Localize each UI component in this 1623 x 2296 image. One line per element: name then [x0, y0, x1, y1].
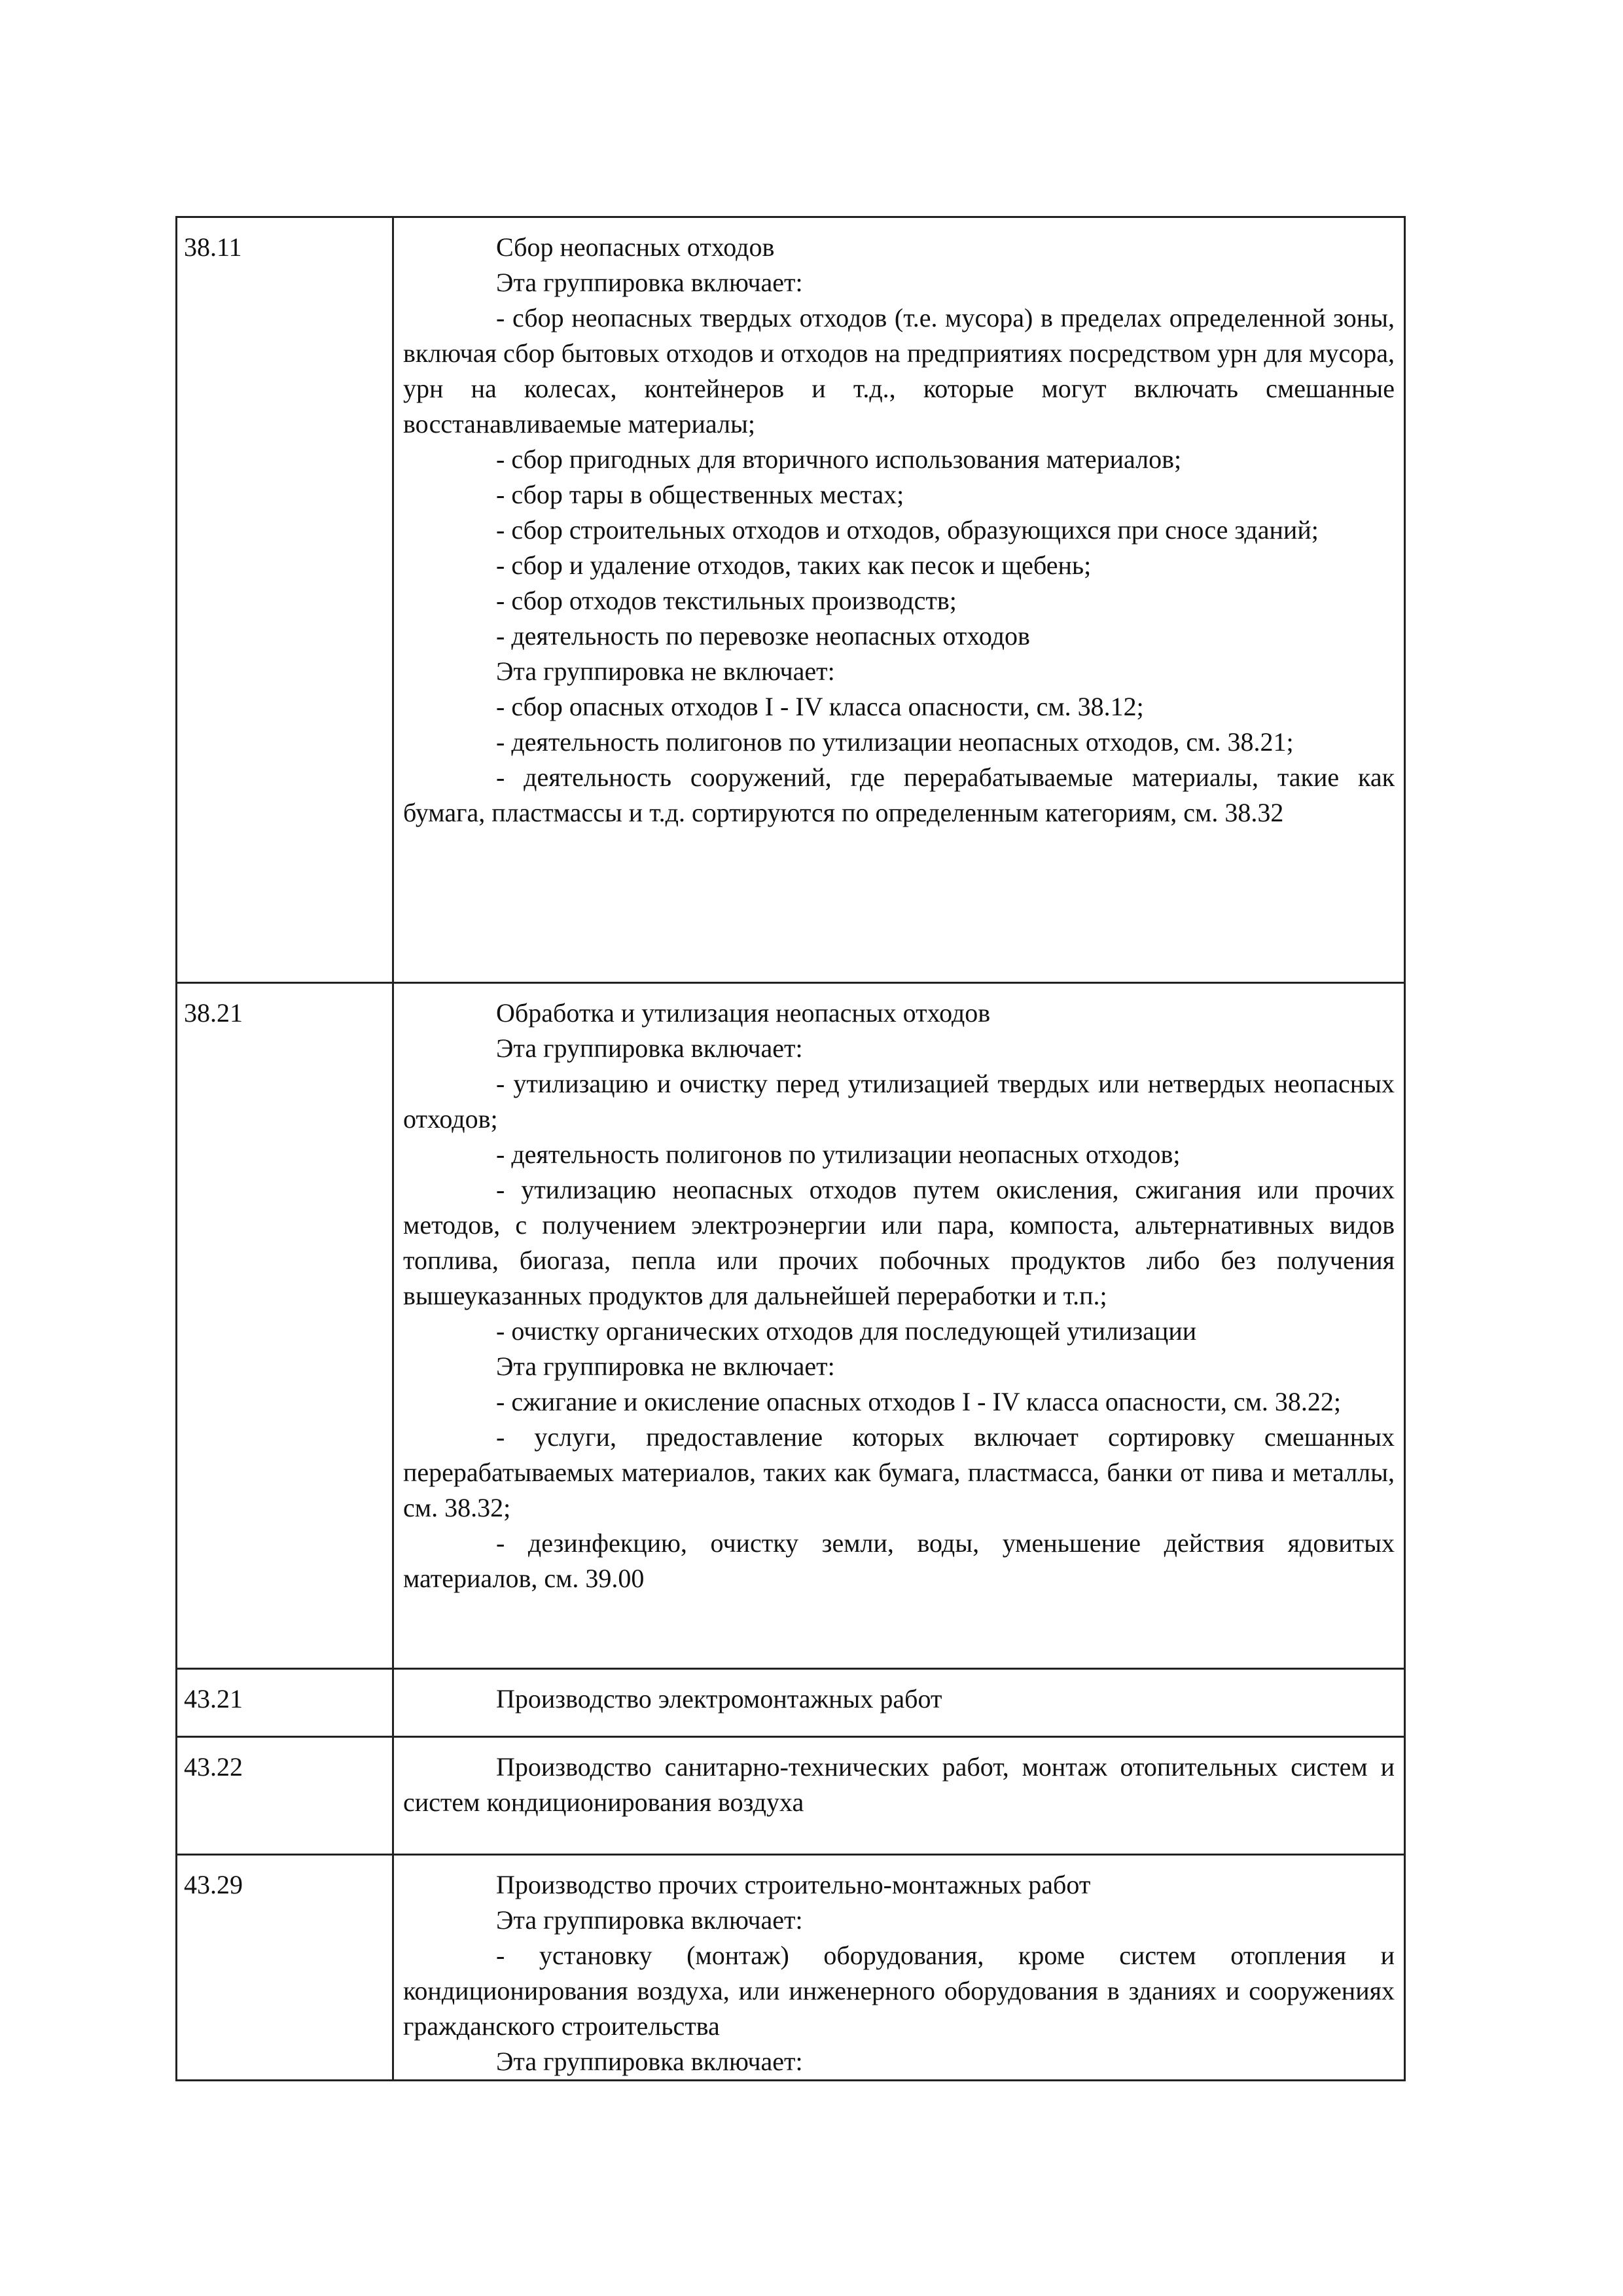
- list-item: - деятельность полигонов по утилизации неопасных отходов;: [496, 1139, 1181, 1169]
- list-item: - деятельность полигонов по утилизации неопасных отходов, см. 38.21;: [496, 727, 1294, 757]
- code-label: 43.29: [184, 1870, 243, 1899]
- code-cell: [177, 217, 393, 983]
- description-cell: [393, 1855, 1405, 2081]
- includes-heading: Эта группировка включает:: [496, 1033, 803, 1063]
- includes-heading: Эта группировка включает:: [496, 2047, 803, 2076]
- code-cell: [177, 1855, 393, 2081]
- table-row: [177, 1855, 1405, 2081]
- list-item: - сбор пригодных для вторичного использования материалов;: [496, 444, 1182, 474]
- classifier-table: [175, 216, 1406, 2081]
- list-item: - очистку органических отходов для последующей утилизации: [496, 1316, 1197, 1346]
- list-item: - сбор строительных отходов и отходов, образующихся при сносе зданий;: [496, 515, 1319, 545]
- excludes-heading: Эта группировка не включает:: [496, 656, 835, 686]
- excludes-heading: Эта группировка не включает:: [496, 1352, 835, 1381]
- description-cell: [393, 217, 1405, 983]
- list-item: - сбор опасных отходов I - IV класса опасности, см. 38.12;: [496, 692, 1144, 721]
- table-row: [177, 1737, 1405, 1855]
- code-cell: [177, 1669, 393, 1737]
- section-title: Производство санитарно-технических работ, монтаж отопительных систем и систем кондиционирования воздуха: [403, 1752, 1395, 1817]
- code-cell: [177, 983, 393, 1669]
- includes-heading: Эта группировка включает:: [496, 268, 803, 297]
- list-item: - деятельность сооружений, где перерабатываемые материалы, такие как бумага, пластмассы и т.д. сортируются по определенным категориям, см. 38.32: [403, 762, 1395, 827]
- table-row: [177, 217, 1405, 983]
- list-item: - дезинфекцию, очистку земли, воды, уменьшение действия ядовитых материалов, см. 39.00: [403, 1528, 1395, 1593]
- includes-heading: Эта группировка включает:: [496, 1905, 803, 1935]
- list-item: - деятельность по перевозке неопасных отходов: [496, 621, 1030, 651]
- section-title: Производство электромонтажных работ: [496, 1684, 942, 1713]
- description-cell: [393, 1669, 1405, 1737]
- list-item: - сбор отходов текстильных производств;: [496, 586, 957, 615]
- code-label: 43.21: [184, 1684, 243, 1713]
- list-item: - сбор тары в общественных местах;: [496, 480, 904, 509]
- section-title: Сбор неопасных отходов: [496, 232, 775, 262]
- code-cell: [177, 1737, 393, 1855]
- list-item: - утилизацию и очистку перед утилизацией твердых или нетвердых неопасных отходов;: [403, 1069, 1395, 1134]
- code-label: 43.22: [184, 1752, 243, 1782]
- description-cell: [393, 1737, 1405, 1855]
- code-label: 38.11: [184, 232, 242, 262]
- table-row: [177, 983, 1405, 1669]
- list-item: - установку (монтаж) оборудования, кроме систем отопления и кондиционирования воздуха, или инженерного оборудования в зданиях и сооружениях гражданского строительства: [403, 1941, 1395, 2041]
- description-cell: [393, 983, 1405, 1669]
- list-item: - утилизацию неопасных отходов путем окисления, сжигания или прочих методов, с получением электроэнергии или пара, компоста, альтернативных видов топлива, биогаза, пепла или прочих побочных продуктов либо без получения вышеуказанных продуктов для дальнейшей переработки и т.п.;: [403, 1175, 1395, 1310]
- list-item: - сжигание и окисление опасных отходов I - IV класса опасности, см. 38.22;: [496, 1387, 1341, 1416]
- list-item: - услуги, предоставление которых включает сортировку смешанных перерабатываемых материалов, таких как бумага, пластмасса, банки от пива и металлы, см. 38.32;: [403, 1422, 1395, 1522]
- code-label: 38.21: [184, 998, 243, 1028]
- list-item: - сбор и удаление отходов, таких как песок и щебень;: [496, 550, 1092, 580]
- table-row: [177, 1669, 1405, 1737]
- list-item: - сбор неопасных твердых отходов (т.е. мусора) в пределах определенной зоны, включая сбор бытовых отходов и отходов на предприятиях посредством урн для мусора, урн на колесах, контейнеров и т.д., которые могут включать смешанные восстанавливаемые материалы;: [403, 303, 1395, 439]
- section-title: Обработка и утилизация неопасных отходов: [496, 998, 991, 1028]
- section-title: Производство прочих строительно-монтажных работ: [496, 1870, 1091, 1899]
